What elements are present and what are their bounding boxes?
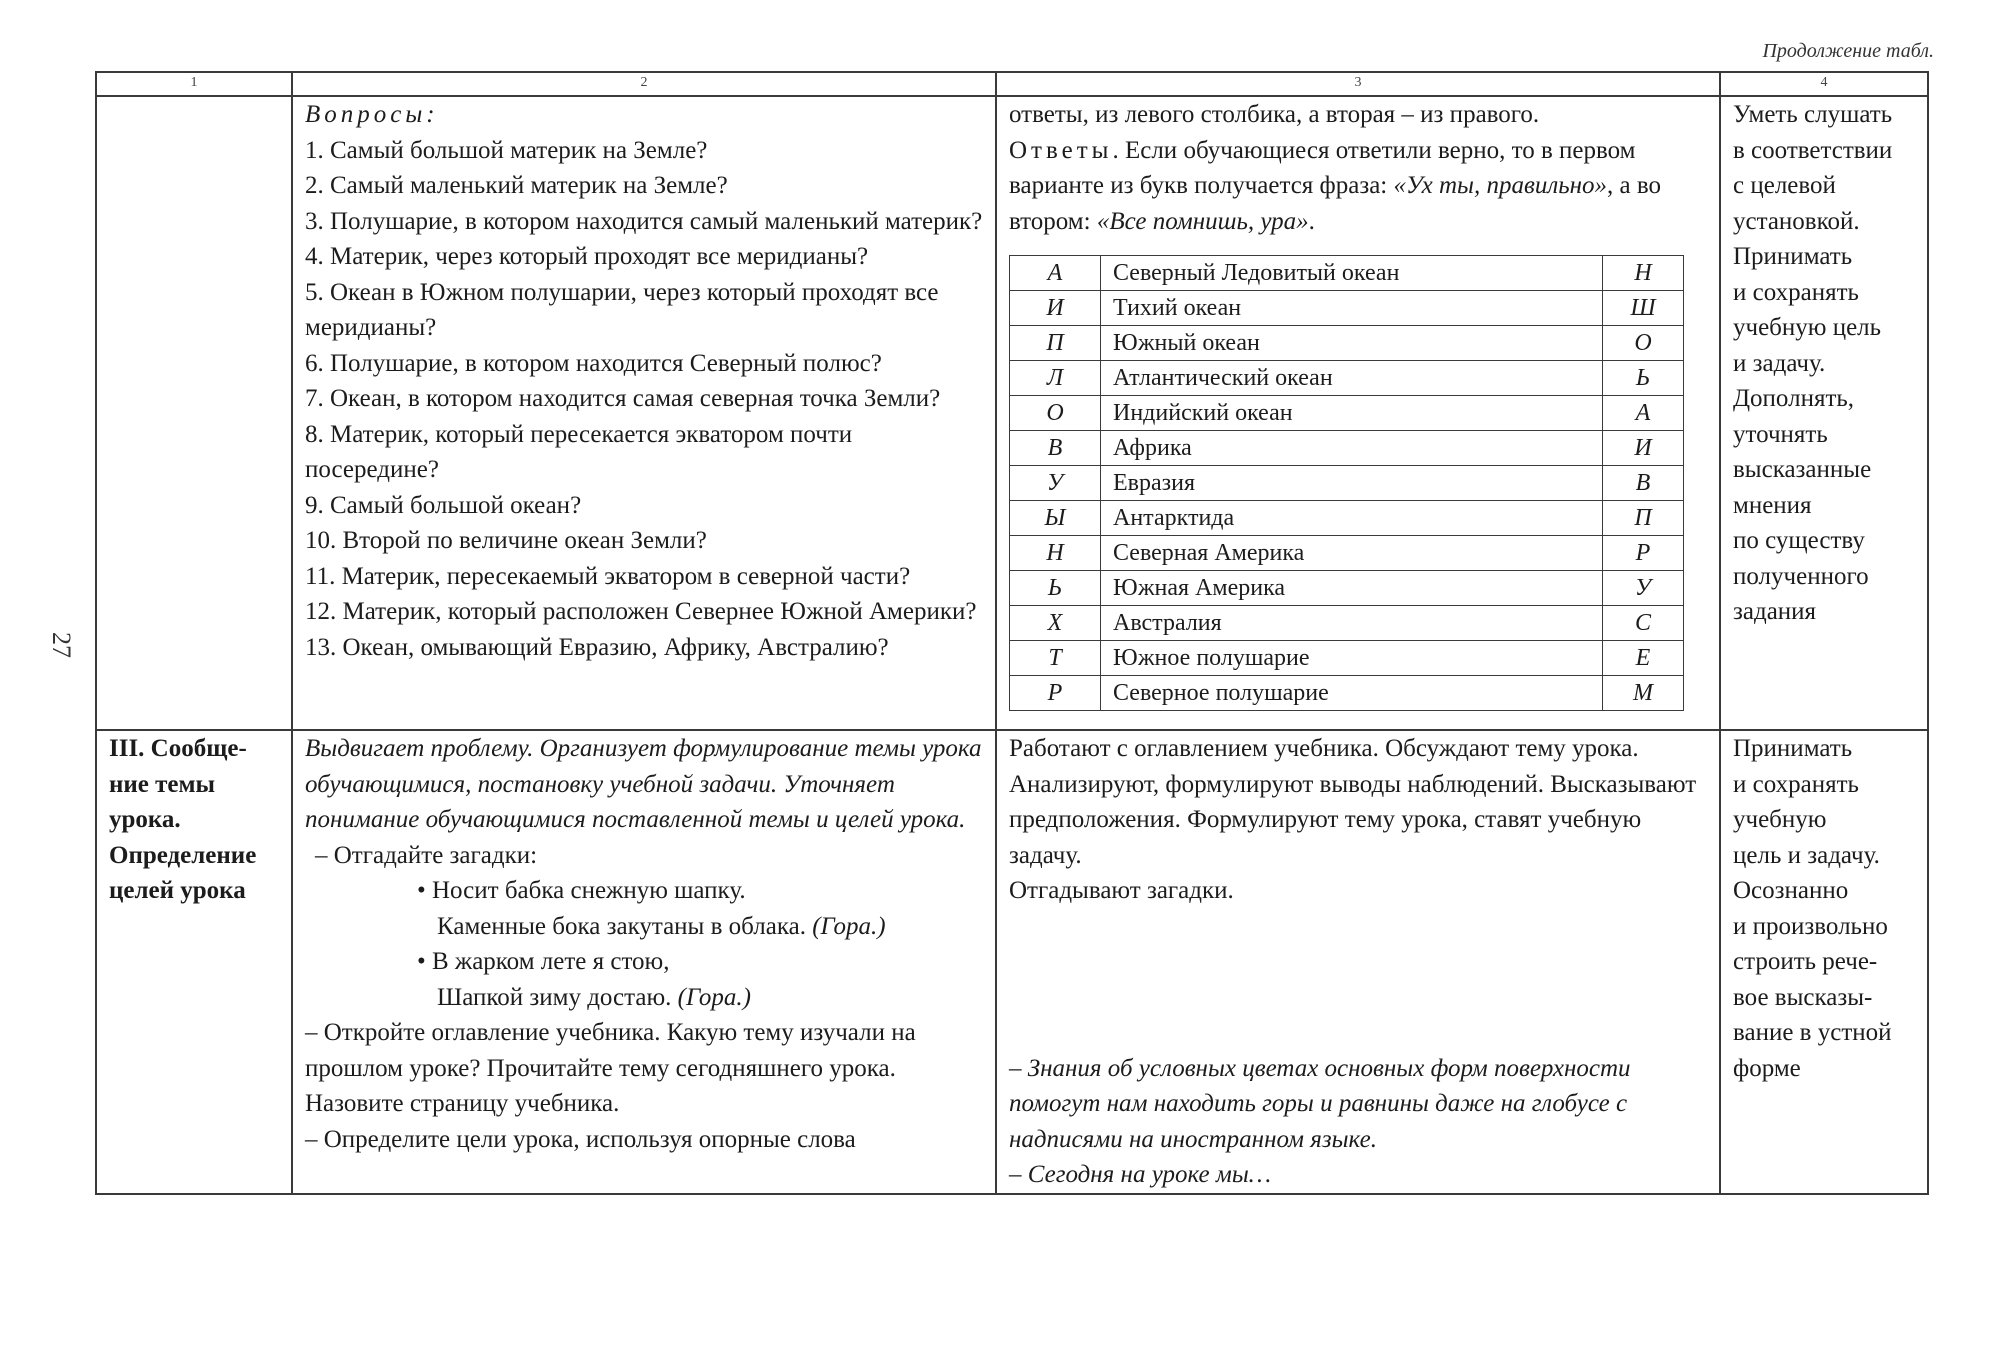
letter-name: Антарктида: [1101, 501, 1603, 536]
letter-right: П: [1603, 501, 1684, 536]
letter-name: Южный океан: [1101, 326, 1603, 361]
letter-name: Северное полушарие: [1101, 676, 1603, 711]
skill-line: цель и задачу.: [1733, 841, 1880, 869]
question-item: 2. Самый маленький материк на Земле?: [305, 172, 728, 199]
questions-list: [305, 133, 983, 666]
table-row-questions: [96, 96, 1928, 730]
phrase-two: «Все помнишь, ура»: [1096, 207, 1309, 235]
table-row-topic: [96, 730, 1928, 1194]
stage-title-line: III. Сообще-: [109, 735, 247, 762]
skill-line: высказанные: [1733, 456, 1872, 483]
letter-left: Ь: [1010, 571, 1101, 606]
letter-name: Тихий океан: [1101, 291, 1603, 326]
letter-table-row: [1010, 361, 1684, 396]
skill-line: строить рече-: [1733, 948, 1878, 975]
letter-right: Ь: [1603, 361, 1684, 396]
skill-line: и задачу.: [1733, 349, 1826, 377]
questions-heading: Вопросы:: [305, 101, 439, 128]
letter-right: Е: [1603, 641, 1684, 676]
skills-list: [1733, 731, 1915, 1086]
letter-right: В: [1603, 466, 1684, 501]
answers-text: . Если обучающиеся ответили верно, то в первом варианте из букв получается фраза:: [1009, 136, 1636, 199]
letter-left: Н: [1010, 536, 1101, 571]
column-number-row: [96, 72, 1928, 96]
letter-right: У: [1603, 571, 1684, 606]
skill-line: учебную: [1733, 806, 1827, 833]
questions-cell: [292, 96, 996, 730]
question-item: 4. Материк, через который проходят все меридианы?: [305, 243, 869, 270]
letter-table-row: [1010, 256, 1684, 291]
letter-table-row: [1010, 326, 1684, 361]
skill-line: задания: [1733, 598, 1817, 625]
letter-table-row: [1010, 431, 1684, 466]
spacer: [1009, 909, 1707, 1051]
skill-line: Принимать: [1733, 243, 1853, 270]
riddle-two-answer: (Гора.): [677, 983, 751, 1011]
letter-left: И: [1010, 291, 1101, 326]
letter-table-row: [1010, 536, 1684, 571]
skill-line: мнения: [1733, 491, 1812, 519]
question-item: 7. Океан, в котором находится самая северная точка Земли?: [305, 385, 941, 412]
letter-name: Атлантический океан: [1101, 361, 1603, 396]
lesson-table: [95, 71, 1929, 1195]
phrase-one: «Ух ты, правильно»: [1393, 172, 1608, 199]
letter-left: Л: [1010, 361, 1101, 396]
question-item: 10. Второй по величине океан Земли?: [305, 527, 707, 554]
continuation-label: Продолжение табл.: [1762, 40, 1934, 62]
letter-left: Ы: [1010, 501, 1101, 536]
skill-line: учебную цель: [1733, 314, 1882, 341]
answers-label: Ответы: [1009, 136, 1113, 164]
stage-cell: [96, 730, 292, 1194]
column-number: 2: [292, 72, 996, 96]
letter-right: Ш: [1603, 291, 1684, 326]
riddle-one-line-one: • Носит бабка снежную шапку.: [417, 877, 746, 904]
letter-left: Х: [1010, 606, 1101, 641]
stage-title: [109, 731, 279, 909]
letter-table-row: [1010, 676, 1684, 711]
letter-right: С: [1603, 606, 1684, 641]
skill-line: Осознанно: [1733, 877, 1849, 904]
skill-line: с целевой: [1733, 172, 1836, 199]
riddle-two-line-one: • В жарком лете я стою,: [417, 948, 670, 975]
stage-title-line: Определение: [109, 841, 257, 869]
letter-table-row: [1010, 641, 1684, 676]
column-number: 3: [996, 72, 1720, 96]
skill-line: уточнять: [1733, 420, 1828, 448]
letter-name: Северный Ледовитый океан: [1101, 256, 1603, 291]
letter-name: Южная Америка: [1101, 571, 1603, 606]
riddle-two-text: Шапкой зиму достаю.: [437, 983, 678, 1011]
column-number: 1: [96, 72, 292, 96]
letter-name: Африка: [1101, 431, 1603, 466]
letter-table-row: [1010, 571, 1684, 606]
letter-left: О: [1010, 396, 1101, 431]
letter-right: О: [1603, 326, 1684, 361]
students-riddles: Отгадывают загадки.: [1009, 877, 1234, 904]
skill-line: по существу: [1733, 527, 1865, 554]
letter-table-row: [1010, 396, 1684, 431]
letter-right: А: [1603, 396, 1684, 431]
letter-table-row: [1010, 291, 1684, 326]
skill-line: вание в устной: [1733, 1019, 1892, 1046]
question-item: 3. Полушарие, в котором находится самый маленький материк?: [305, 207, 983, 235]
question-item: 5. Океан в Южном полушарии, через который проходят все меридианы?: [305, 278, 939, 341]
letter-table-row: [1010, 466, 1684, 501]
letter-name: Северная Америка: [1101, 536, 1603, 571]
question-item: 8. Материк, который пересекается экватором почти посередине?: [305, 420, 853, 483]
stage-title-line: урока.: [109, 806, 181, 833]
today-note: – Сегодня на уроке мы…: [1009, 1161, 1271, 1188]
question-item: 13. Океан, омывающий Евразию, Африку, Австралию?: [305, 633, 889, 661]
question-item: 9. Самый большой океан?: [305, 491, 582, 519]
letter-name: Евразия: [1101, 466, 1603, 501]
letter-table-row: [1010, 501, 1684, 536]
question-item: 1. Самый большой материк на Земле?: [305, 136, 708, 164]
question-item: 11. Материк, пересекаемый экватором в северной части?: [305, 562, 911, 590]
letter-name: Южное полушарие: [1101, 641, 1603, 676]
answers-paragraph: [1009, 137, 1661, 235]
teacher-intro: Выдвигает проблему. Организует формулирование темы урока обучающимися, постановку учебной задачи. Уточняет понимание обучающимися поставленной темы и целей урока.: [305, 735, 982, 833]
teacher-cell: [292, 730, 996, 1194]
letter-name: Австралия: [1101, 606, 1603, 641]
letter-left: А: [1010, 256, 1101, 291]
letter-left: У: [1010, 466, 1101, 501]
skill-line: Дополнять,: [1733, 385, 1855, 412]
skill-line: Уметь слушать: [1733, 101, 1893, 128]
letter-right: Н: [1603, 256, 1684, 291]
letter-right: М: [1603, 676, 1684, 711]
students-text: Работают с оглавлением учебника. Обсуждают тему урока. Анализируют, формулируют выводы наблюдений. Высказывают предположения. Формулируют тему урока, ставят учебную задачу.: [1009, 735, 1697, 869]
riddle-one-line-two: [305, 909, 983, 945]
answers-intro: ответы, из левого столбика, а вторая – из правого.: [1009, 101, 1540, 128]
riddle-one-answer: (Гора.): [812, 912, 886, 940]
letter-left: Т: [1010, 641, 1101, 676]
skill-line: в соответствии: [1733, 136, 1893, 164]
stage-title-line: целей урока: [109, 877, 246, 904]
skills-cell: [1720, 730, 1928, 1194]
answers-end: .: [1308, 207, 1315, 235]
stage-title-line: ние темы: [109, 770, 216, 798]
riddle-one-text: Каменные бока закутаны в облака.: [437, 912, 813, 940]
skill-line: полученного: [1733, 562, 1869, 590]
letter-left: П: [1010, 326, 1101, 361]
letter-left: Р: [1010, 676, 1101, 711]
stage-cell-empty: [96, 96, 292, 730]
letter-table: [1009, 255, 1684, 711]
skill-line: и произвольно: [1733, 912, 1888, 940]
letter-left: В: [1010, 431, 1101, 466]
answers-cell: [996, 96, 1720, 730]
skill-line: вое высказы-: [1733, 983, 1873, 1011]
riddle-two-line-two: [305, 980, 983, 1016]
skill-line: установкой.: [1733, 207, 1860, 235]
answers-middle: , а во втором:: [1009, 172, 1661, 235]
riddles-prompt: – Отгадайте загадки:: [315, 841, 538, 869]
skills-cell: [1720, 96, 1928, 730]
letter-name: Индийский океан: [1101, 396, 1603, 431]
letter-right: Р: [1603, 536, 1684, 571]
letter-table-row: [1010, 606, 1684, 641]
question-item: 6. Полушарие, в котором находится Северный полюс?: [305, 349, 882, 377]
skills-list: [1733, 97, 1915, 630]
skill-line: и сохранять: [1733, 770, 1859, 798]
goals-prompt: – Определите цели урока, используя опорные слова: [305, 1125, 856, 1153]
column-number: 4: [1720, 72, 1928, 96]
knowledge-note: – Знания об условных цветах основных форм поверхности помогут нам находить горы и равнины даже на глобусе с надписями на иностранном языке.: [1009, 1054, 1631, 1153]
question-item: 12. Материк, который расположен Севернее Южной Америки?: [305, 598, 977, 625]
page-number: 27: [47, 632, 76, 658]
toc-prompt: – Откройте оглавление учебника. Какую тему изучали на прошлом уроке? Прочитайте тему сегодняшнего урока. Назовите страницу учебника.: [305, 1019, 916, 1117]
students-cell: [996, 730, 1720, 1194]
skill-line: форме: [1733, 1054, 1801, 1082]
letter-right: И: [1603, 431, 1684, 466]
skill-line: и сохранять: [1733, 278, 1859, 306]
skill-line: Принимать: [1733, 735, 1853, 762]
